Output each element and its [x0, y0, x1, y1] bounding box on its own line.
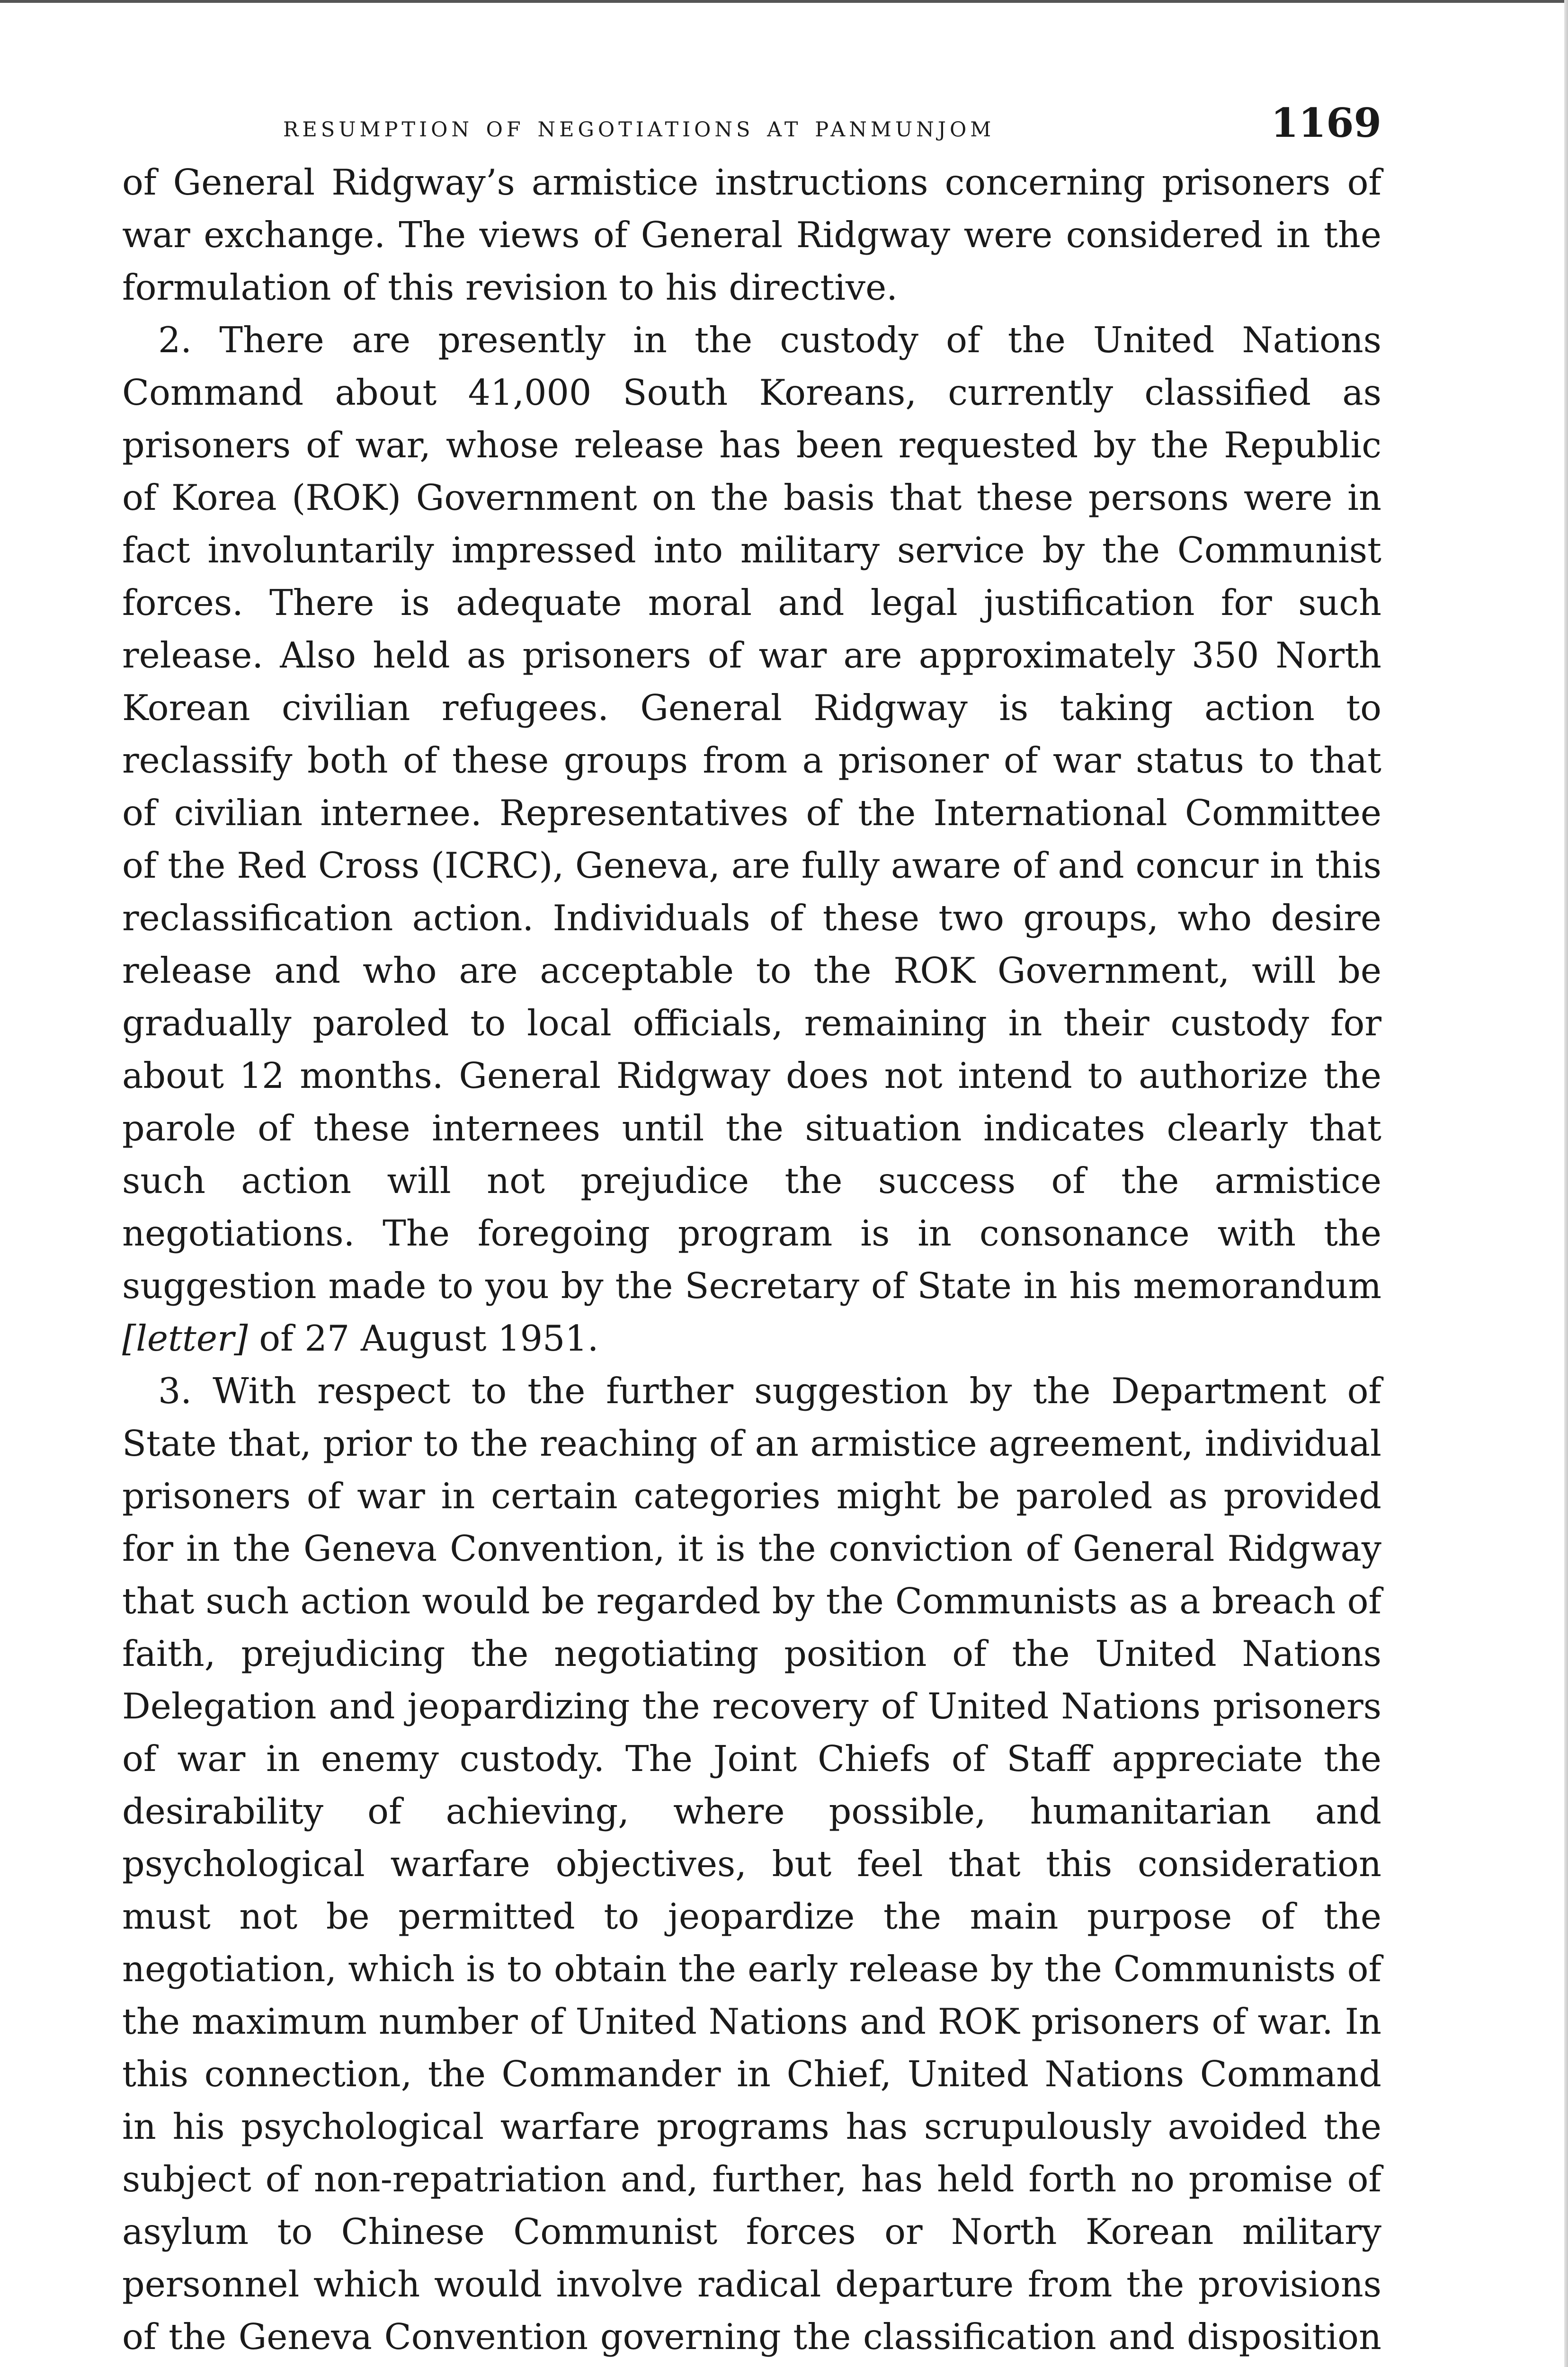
running-title: resumption of negotiations at panmunjom [283, 109, 995, 143]
document-page [122, 95, 1381, 2367]
paragraph-continuation [122, 156, 1381, 314]
paragraph-3 [122, 1365, 1381, 2367]
page-number: 1169 [1271, 99, 1381, 146]
scan-edge [1564, 0, 1568, 2367]
paragraph-2 [122, 314, 1381, 1365]
running-header [122, 95, 1381, 156]
body-text [122, 156, 1381, 2367]
top-border-line [0, 0, 1568, 3]
paragraph-text: 3. With respect to the further suggestion by the Department of State that, prior to the reaching of an armistice agreement, individual prisoners of war in certain categories might be paroled as provided for in the Geneva Convention, it is the conviction of General Ridgway that such action would be regarded by the Communists as a breach of faith, prejudicing the negotiating position of the United Nations Delegation and jeopardizing the recovery of United Nations prisoners of war in enemy custody. The Joint Chiefs of Staff appreciate the desirability of achieving, where possible, humanitarian and psychological warfare objectives, but feel that this consideration must not be permitted to jeopardize the main purpose of the negotiation, which is to obtain the early release by the Communists of the maximum number of United Nations and ROK prisoners of war. In this connection, the Commander in Chief, United Nations Command in his psychological warfare programs has scrupulously avoided the subject of non-repatriation and, further, has held forth no promise of asylum to Chinese Communist forces or North Korean military personnel which would involve radical departure from the provisions of the Geneva Convention governing the classification and disposition [122, 1370, 1381, 2358]
paragraph-text-end: of 27 August 1951. [248, 1318, 599, 1359]
paragraph-text: of General Ridgway’s armistice instructions concerning prisoners of war exchange. The views of General Ridgway were considered in the formulation of this revision to his directive. [122, 162, 1381, 308]
editorial-bracket-note: [letter] [122, 1318, 248, 1359]
paragraph-text: 2. There are presently in the custody of the United Nations Command about 41,000 South Koreans, currently classified as prisoners of war, whose release has been requested by the Republic of Korea (ROK) Government on the basis that these persons were in fact involuntarily impressed into military service by the Communist forces. There is adequate moral and legal justification for such release. Also held as prisoners of war are approximately 350 North Korean civilian refugees. General Ridgway is taking action to reclassify both of these groups from a prisoner of war status to that of civilian internee. Representatives of the International Committee of the Red Cross (ICRC), Geneva, are fully aware of and concur in this reclassification action. Individuals of these two groups, who desire release and who are acceptable to the ROK Government, will be gradually paroled to local officials, remaining in their custody for about 12 months. General Ridgway does not intend to authorize the parole of these internees until the situation indicates clearly that such action will not prejudice the success of the armistice negotiations. The foregoing program is in consonance with the suggestion made to you by the Secretary of State in his memorandum [122, 320, 1381, 1307]
